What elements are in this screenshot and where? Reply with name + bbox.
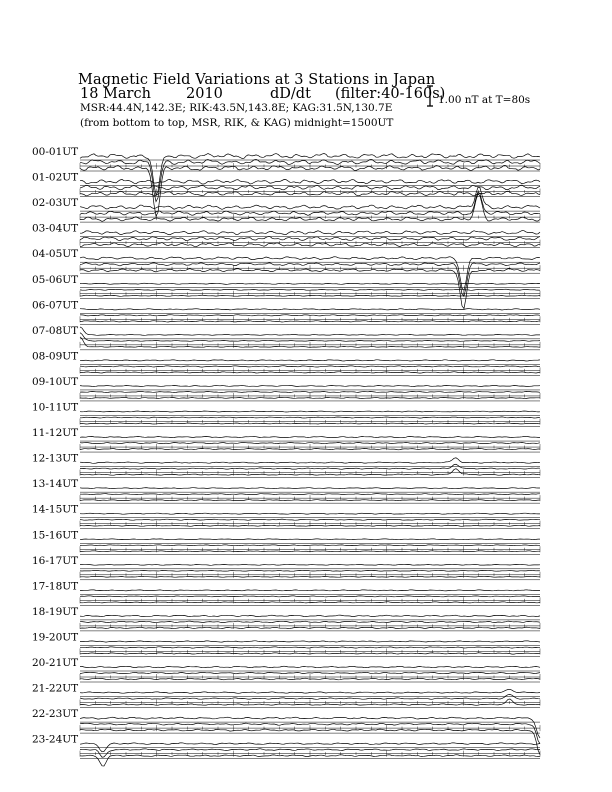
trace-kag — [80, 411, 540, 412]
hour-row — [32, 402, 540, 427]
trace-rik — [80, 366, 540, 367]
hour-row — [32, 325, 540, 350]
trace-kag — [80, 283, 540, 284]
trace-rik — [80, 695, 540, 700]
hour-label: 12-13UT — [32, 452, 79, 465]
trace-kag — [80, 231, 540, 235]
trace-kag — [80, 309, 540, 310]
hour-row — [32, 427, 540, 452]
scale-bar-label: 1.00 nT at T=80s — [438, 94, 531, 106]
trace-kag — [80, 488, 540, 489]
trace-rik — [80, 519, 540, 520]
trace-rik — [80, 647, 540, 648]
trace-kag — [80, 539, 540, 540]
hour-row — [32, 529, 540, 554]
trace-kag — [80, 385, 540, 386]
trace-rik — [80, 192, 540, 216]
hour-label: 08-09UT — [32, 350, 79, 363]
trace-kag — [80, 564, 540, 565]
trace-kag — [80, 743, 540, 752]
trace-kag — [80, 615, 540, 617]
trace-kag — [80, 666, 540, 668]
hour-label: 22-23UT — [32, 708, 79, 721]
hour-label: 07-08UT — [32, 324, 79, 337]
chart-year: 2010 — [186, 86, 223, 102]
hour-row — [32, 734, 540, 766]
hour-label: 18-19UT — [32, 605, 79, 618]
hour-label: 09-10UT — [32, 375, 79, 388]
trace-rik — [80, 417, 540, 418]
hour-row — [32, 453, 540, 478]
trace-rik — [80, 621, 540, 623]
trace-rik — [80, 442, 540, 443]
trace-kag — [80, 458, 540, 464]
trace-kag — [80, 513, 540, 514]
hour-row — [32, 146, 540, 216]
hour-row — [32, 606, 540, 631]
chart-title: Magnetic Field Variations at 3 Stations in Japan — [78, 72, 436, 88]
trace-rik — [80, 494, 540, 495]
hour-label: 04-05UT — [32, 248, 79, 261]
hour-label: 05-06UT — [32, 273, 79, 286]
hour-label: 17-18UT — [32, 580, 79, 593]
hour-row — [32, 478, 540, 503]
hour-label: 10-11UT — [32, 401, 79, 414]
trace-kag — [80, 590, 540, 591]
chart-date: 18 March — [80, 86, 151, 102]
trace-kag — [80, 641, 540, 642]
hour-row — [32, 580, 540, 605]
chart-quantity: dD/dt — [270, 86, 311, 102]
hour-row — [32, 504, 540, 529]
hour-row — [32, 683, 540, 708]
hour-label: 00-01UT — [32, 146, 79, 158]
hour-row — [32, 274, 540, 299]
trace-kag — [80, 257, 540, 291]
hour-row — [32, 299, 540, 324]
hour-row — [32, 248, 540, 308]
station-list: MSR:44.4N,142.3E; RIK:43.5N,143.8E; KAG:31.5N,130.7E — [80, 102, 393, 114]
trace-rik — [80, 289, 540, 290]
chart-filter: (filter:40-160s) — [335, 86, 446, 102]
hour-label: 20-21UT — [32, 657, 79, 669]
hour-label: 13-14UT — [32, 478, 79, 491]
hour-label: 01-02UT — [32, 171, 79, 184]
hour-label: 23-24UT — [32, 733, 79, 746]
trace-kag — [80, 327, 540, 335]
trace-order-note: (from bottom to top, MSR, RIK, & KAG) midnight=1500UT — [80, 117, 394, 129]
hour-row — [32, 555, 540, 580]
hour-row — [32, 376, 540, 401]
scale-bar — [427, 86, 433, 106]
hour-label: 06-07UT — [32, 299, 79, 312]
hour-row — [32, 657, 540, 682]
trace-rik — [80, 333, 540, 342]
hour-row — [32, 223, 540, 248]
hour-label: 14-15UT — [32, 503, 79, 516]
trace-rik — [80, 391, 540, 392]
hour-row — [32, 172, 540, 197]
trace-rik — [80, 596, 540, 597]
trace-kag — [80, 689, 540, 693]
trace-msr — [80, 269, 540, 309]
hour-label: 16-17UT — [32, 554, 79, 567]
hour-row — [32, 631, 540, 656]
trace-kag — [80, 436, 540, 437]
trace-rik — [80, 545, 540, 546]
trace-rik — [80, 315, 540, 316]
trace-kag — [80, 360, 540, 361]
hour-label: 03-04UT — [32, 222, 79, 235]
trace-rik — [80, 672, 540, 674]
hour-label: 02-03UT — [32, 197, 79, 210]
hour-label: 21-22UT — [32, 682, 79, 695]
hour-label: 15-16UT — [32, 529, 79, 542]
hour-label: 11-12UT — [32, 427, 79, 440]
hour-label: 19-20UT — [32, 631, 79, 644]
trace-rik — [80, 570, 540, 571]
trace-kag — [80, 179, 540, 184]
hour-row — [32, 350, 540, 375]
